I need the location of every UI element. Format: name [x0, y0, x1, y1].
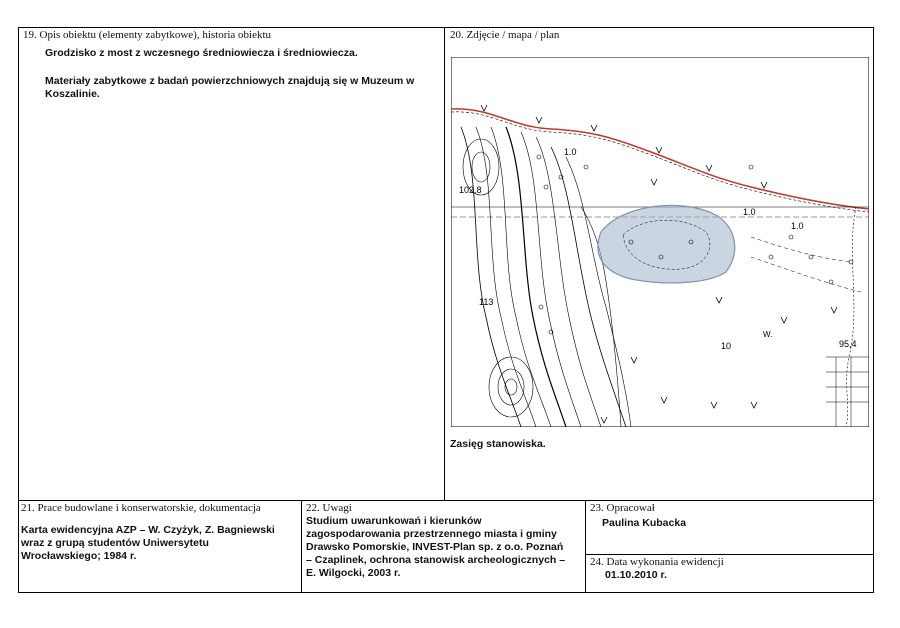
museum-note-line2: Koszalinie. — [45, 88, 100, 100]
map-caption: Zasięg stanowiska. — [450, 438, 546, 450]
map-label-elev6: 10 — [721, 341, 732, 351]
section-19-header: 19. Opis obiektu (elementy zabytkowe), historia obiektu — [23, 29, 272, 41]
documentation-line3: Wrocławskiego; 1984 r. — [21, 550, 137, 562]
section-22-header: 22. Uwagi — [306, 502, 352, 514]
section-23-header: 23. Opracował — [590, 502, 655, 514]
object-description: Grodzisko z most z wczesnego średniowiecza i średniowiecza. — [45, 47, 358, 59]
section-20 — [444, 27, 874, 500]
map-label-elev1: 1.0 — [564, 147, 577, 157]
documentation-line2: wraz z grupą studentów Uniwersytetu — [21, 537, 209, 549]
section-23 — [585, 500, 874, 554]
section-24 — [585, 554, 874, 593]
map-label-elev7: W. — [763, 330, 773, 339]
section-24-header: 24. Data wykonania ewidencji — [590, 556, 724, 568]
section-20-header: 20. Zdjęcie / mapa / plan — [450, 29, 560, 41]
author-name: Paulina Kubacka — [602, 517, 687, 529]
documentation-line1: Karta ewidencyjna AZP – W. Czyżyk, Z. Bagniewski — [21, 524, 275, 536]
map-label-elev8: 95,4 — [839, 339, 857, 349]
record-date: 01.10.2010 r. — [605, 569, 667, 581]
section-22 — [301, 500, 585, 593]
museum-note-line1: Materiały zabytkowe z badań powierzchniowych znajdują się w Muzeum w — [45, 75, 415, 87]
map-label-elev4: 1.0 — [791, 221, 804, 231]
remarks-line2: zagospodarowania przestrzennego miasta i gminy — [306, 528, 557, 540]
map-label-elev2: 102.8 — [459, 185, 482, 195]
remarks-line3: Drawsko Pomorskie, INVEST-Plan sp. z o.o. Poznań — [306, 541, 564, 553]
site-extent-area — [598, 205, 735, 283]
map-label-elev3: 1.0 — [743, 207, 756, 217]
section-19 — [18, 27, 444, 500]
section-21-header: 21. Prace budowlane i konserwatorskie, dokumentacja — [21, 502, 261, 514]
remarks-line4: – Czaplinek, ochrona stanowisk archeologicznych – — [306, 554, 566, 566]
map-label-elev5: 113 — [479, 297, 494, 307]
site-map — [451, 57, 869, 427]
remarks-line5: E. Wilgocki, 2003 r. — [306, 567, 401, 579]
remarks-line1: Studium uwarunkowań i kierunków — [306, 515, 482, 527]
section-21 — [18, 500, 301, 593]
